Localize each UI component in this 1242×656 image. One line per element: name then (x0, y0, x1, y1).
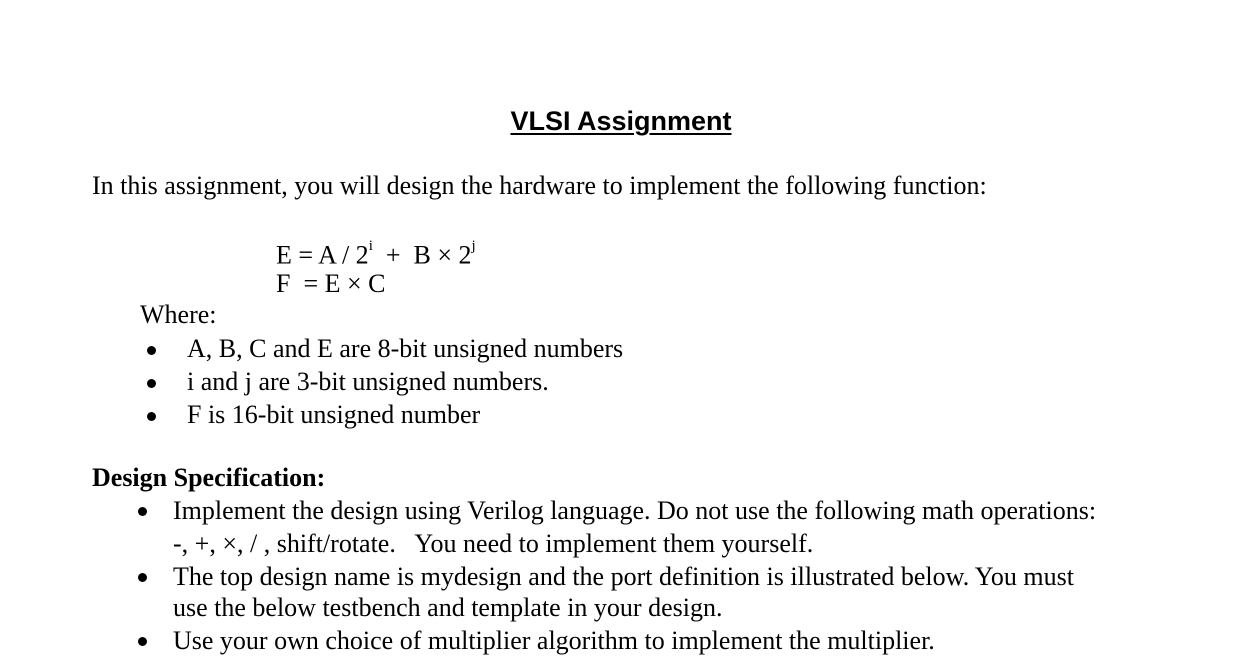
equation-f: F = E × C (276, 269, 386, 298)
bullet-icon (138, 637, 147, 646)
spec-item-line: Use your own choice of multiplier algorithm to implement the multiplier. (173, 626, 935, 655)
equation-e-rhs: + B × 2 (372, 240, 472, 270)
spec-item-line: use the below testbench and template in your design. (173, 593, 723, 622)
where-label: Where: (140, 300, 217, 329)
equation-e-lhs: E = A / 2 (276, 240, 369, 270)
exponent-j: j (471, 238, 476, 254)
spec-item-line: The top design name is mydesign and the port definition is illustrated below. You must (173, 562, 1074, 591)
exponent-i: i (368, 238, 373, 254)
spec-item-line: -, +, ×, / , shift/rotate. You need to implement them yourself. (173, 529, 814, 558)
bullet-icon (138, 573, 147, 582)
bullet-icon (147, 412, 156, 421)
design-spec-heading: Design Specification: (92, 463, 326, 492)
bullet-icon (147, 379, 156, 388)
definition-item: F is 16-bit unsigned number (187, 400, 481, 429)
equation-e (276, 235, 476, 271)
bullet-icon (147, 346, 156, 355)
intro-paragraph: In this assignment, you will design the hardware to implement the following function: (92, 171, 987, 200)
definition-item: A, B, C and E are 8-bit unsigned numbers (187, 334, 624, 363)
bullet-icon (138, 507, 147, 516)
definition-item: i and j are 3-bit unsigned numbers. (187, 367, 549, 396)
spec-item-line: Implement the design using Verilog language. Do not use the following math operations: (173, 496, 1097, 525)
document-title: VLSI Assignment (510, 106, 732, 136)
